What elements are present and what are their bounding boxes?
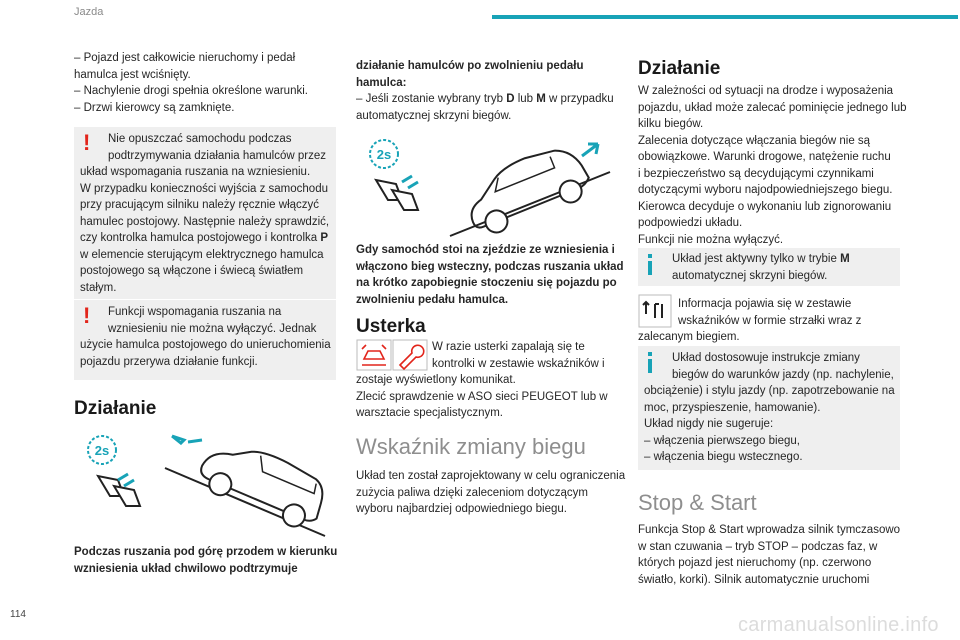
exclamation-icon: ! bbox=[83, 130, 91, 155]
warning-box: ! Nie opuszczać samochodu podczas podtrzymywania działania hamulców przez układ wspomagania ruszania na wzniesieniu. W przypadku konieczności wyjścia z samochodu przy pracującym silniku należy ręcznie włączyć hamulec postojowy. Następnie należy sprawdzić, czy kontrolka hamulca postojowego i kontrolka P w elemencie sterującym elektrycznego hamulca postojowego są włączone i świecą światłem stałym. bbox=[74, 127, 336, 299]
section-heading: Działanie bbox=[638, 58, 721, 79]
section-heading: Działanie bbox=[74, 398, 157, 419]
figure-caption: Podczas ruszania pod górę przodem w kierunku wzniesienia układ chwilowo podtrzymuje bbox=[74, 546, 338, 575]
figure-caption: Gdy samochód stoi na zjeździe ze wzniesienia i włączono bieg wsteczny, podczas ruszania układ na krótko zapobiegnie stoczeniu się pojazdu po zwolnieniu pedału hamulca. bbox=[356, 244, 624, 306]
header-accent-bar bbox=[492, 15, 958, 19]
watermark: carmanualsonline.info bbox=[738, 614, 939, 636]
list-item: – Nachylenie drogi spełnia określone warunki. bbox=[74, 85, 308, 97]
col2-gear-intro: Układ ten został zaprojektowany w celu ograniczenia zużycia paliwa dzięki zaleceniom dotyczącym wyboru najbardziej odpowiedniego biegu. bbox=[356, 470, 626, 515]
list-item: – Drzwi kierowcy są zamknięte. bbox=[74, 101, 235, 114]
section-heading: Wskaźnik zmiany biegu bbox=[356, 434, 586, 459]
hill-start-assist-icon bbox=[88, 436, 116, 464]
page-number: 114 bbox=[10, 609, 26, 620]
exclamation-icon: ! bbox=[83, 303, 91, 328]
info-box: Układ dostosowuje instrukcje zmiany biegów do warunków jazdy (np. nachylenie, obciążenie) i stylu jazdy (np. zapotrzebowanie na moc, przyspieszenie, hamowanie). Układ nigdy nie sugeruje: – włączenia pierwszego biegu, – włączenia biegu wstecznego. bbox=[638, 346, 900, 470]
hill-start-assist-icon bbox=[370, 140, 398, 168]
col3-body: W zależności od sytuacji na drodze i wyposażenia pojazdu, układ może zalecać pominięcie jednego lub kilku biegów. Zalecenia dotyczące włączania biegów nie są obowiązkowe. Warunki drogowe, natężenie ruchu i bezpieczeństwo są decydującymi czynnikami dotyczącymi wyboru najodpowiedniejszego biegu. Kierowca decyduje o wykonaniu lub zignorowaniu podpowiedzi układu. Funkcji nie można wyłączyć. bbox=[638, 85, 907, 246]
col2-top-text: działanie hamulców po zwolnieniu pedału hamulca: – Jeśli zostanie wybrany tryb D lub M w przypadku automatycznej skrzyni biegów. bbox=[356, 60, 614, 122]
gear-indicator-text: Informacja pojawia się w zestawie wskaźników w formie strzałki wraz z zalecanym biegiem. bbox=[638, 298, 862, 343]
info-box: Układ jest aktywny tylko w trybie M automatycznej skrzyni biegów. bbox=[638, 248, 900, 286]
hill-start-downhill-figure bbox=[362, 132, 622, 238]
hill-start-uphill-figure bbox=[80, 428, 330, 538]
list-item: – Pojazd jest całkowicie nieruchomy i pedał bbox=[74, 52, 296, 64]
list-item: hamulca jest wciśnięty. bbox=[74, 68, 191, 81]
warning-box: ! Funkcji wspomagania ruszania na wzniesieniu nie można wyłączyć. Jednak użycie hamulca postojowego do unieruchomienia pojazdu przerywa działanie funkcji. bbox=[74, 300, 336, 380]
section-heading: Usterka bbox=[356, 316, 426, 337]
hill-badge-label: 2s bbox=[94, 443, 110, 458]
hill-badge-label: 2s bbox=[376, 147, 392, 162]
stop-start-text: Funkcja Stop & Start wprowadza silnik tymczasowo w stan czuwania – tryb STOP – podczas faz, w których pojazd jest nieruchomy (np. czerwono światło, korki). Silnik automatycznie uruchomi bbox=[638, 524, 901, 586]
section-heading: Stop & Start bbox=[638, 490, 757, 515]
fault-text: W razie usterki zapalają się te kontrolki w zestawie wskaźników i zostaje wyświetlony komunikat. Zlecić sprawdzenie w ASO sieci PEUGEOT lub w warsztacie specjalistycznym. bbox=[356, 341, 608, 419]
running-header: Jazda bbox=[74, 6, 104, 18]
col1-list bbox=[74, 50, 336, 116]
